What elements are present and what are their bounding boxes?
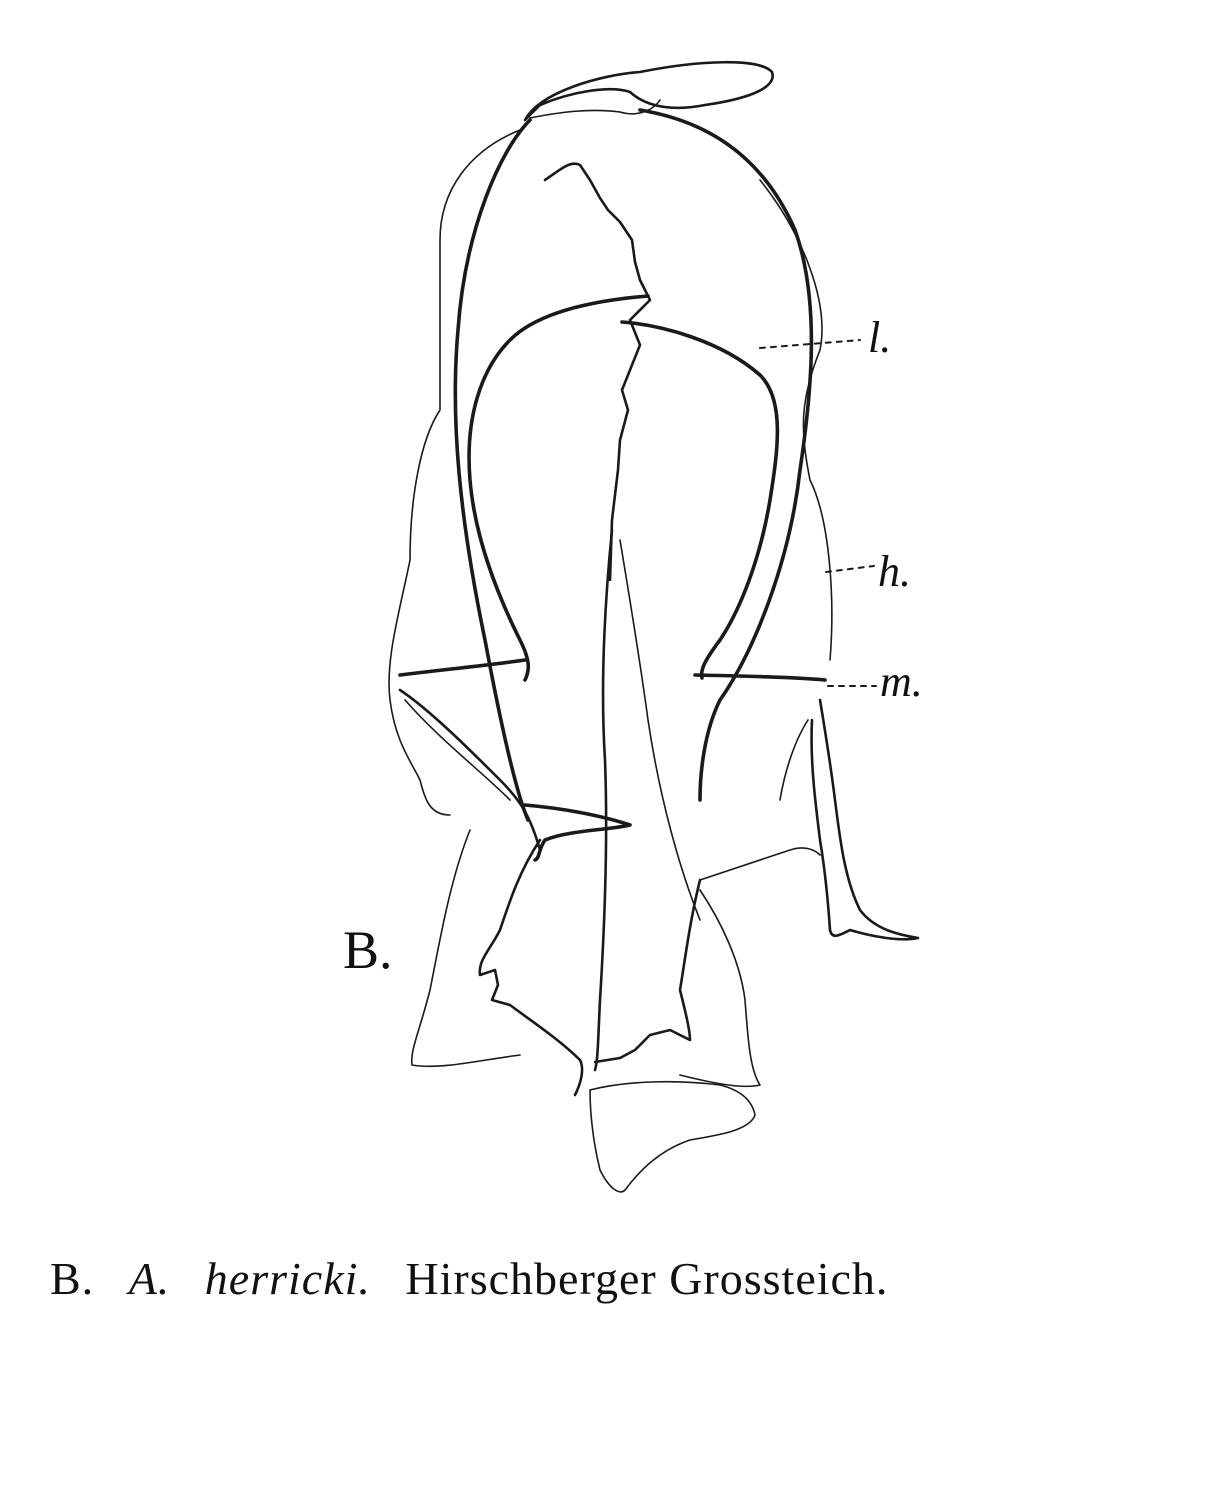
right-appendage-inner xyxy=(780,720,808,800)
inner-loop xyxy=(469,296,648,680)
caption-letter: B. xyxy=(50,1253,95,1304)
right-appendage xyxy=(812,700,918,939)
shell-outline-right xyxy=(640,110,811,800)
suture-line xyxy=(545,164,650,580)
shell-envelope-right xyxy=(760,180,832,660)
lower-right-outline xyxy=(595,880,700,1062)
lower-left-envelope xyxy=(412,830,520,1066)
label-m: m. xyxy=(880,657,923,706)
figure-caption xyxy=(50,1252,1210,1305)
inner-loop-right xyxy=(622,322,777,678)
caption-species: herricki. xyxy=(204,1253,371,1304)
central-spindle xyxy=(595,530,612,1070)
cross-bar xyxy=(525,805,630,860)
lower-left-outline xyxy=(480,840,582,1095)
figure-letter: B. xyxy=(343,920,393,980)
leader-h xyxy=(826,566,874,572)
bar-right xyxy=(695,675,825,680)
left-spine xyxy=(400,690,540,850)
right-fine-curve xyxy=(700,848,820,880)
caption-genus: A. xyxy=(128,1253,171,1304)
shell-outline-left xyxy=(455,120,530,820)
caption-locality: Hirschberger Grossteich. xyxy=(405,1253,889,1304)
central-spindle-inner xyxy=(620,540,700,920)
bar-left xyxy=(400,660,525,675)
foot-outline xyxy=(590,1082,755,1192)
label-l: l. xyxy=(868,313,892,362)
label-h: h. xyxy=(878,547,911,596)
